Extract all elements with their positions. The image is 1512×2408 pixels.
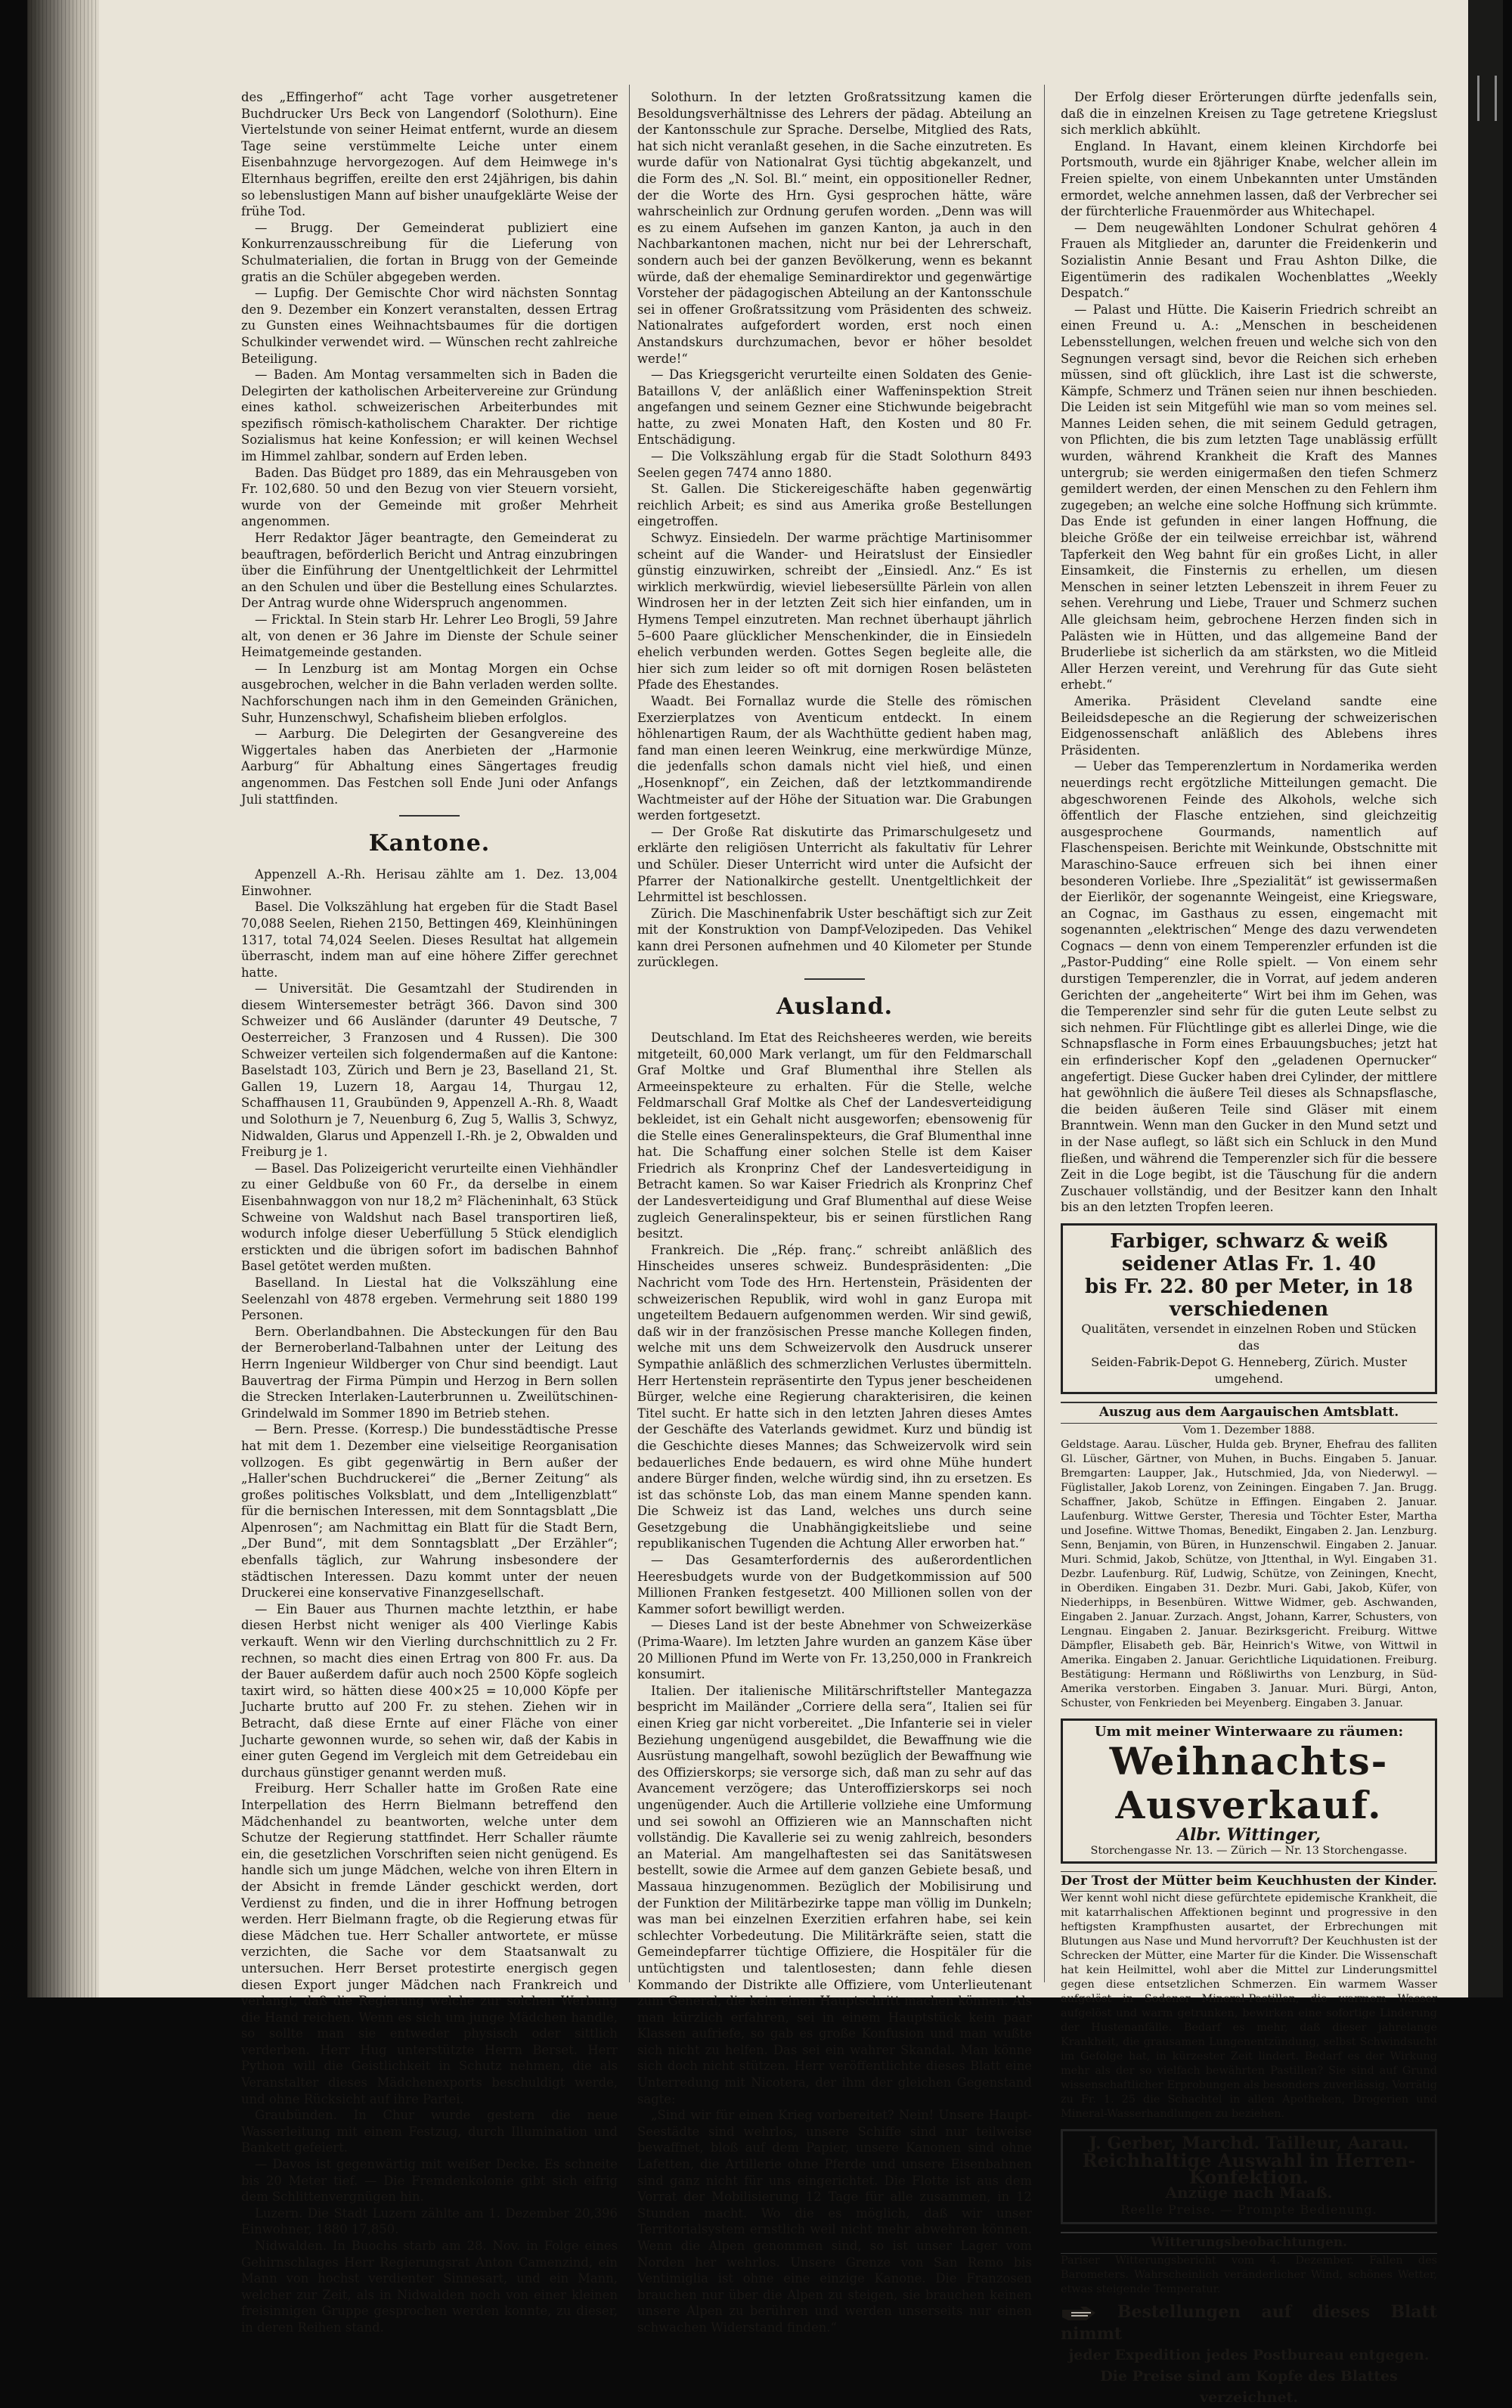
article-text: „Sind wir für einen Krieg vorbereitet? Nein! Unsere Haupt-Seestädte sind wehrlos, unsere Schiffe sind nur teilweise bewaffnet, bloß auf dem Papier, unsere Kanonen sind ohne Lafetten, die Artillerie ohne Pferde und unsere Eisenbahnen sind ganz nicht für uns eingerichtet. Die Flotte ist aus dem Vorrat der Mobilisierung 12 Tage für alle zusammen, in 12 Stunden macht. Wo die es möglich, daß wir unser Territorialsystem ernstlich weil nicht mehr abwehren können. Wenn die Alpen genommen sind, so ist unser Lager vom Norden her wehrlos. Unsere Grenze von San Remo bis Ventimiglia ist ohne eine einzige Kanone. Die Franzosen brauchen nur über die Alpen zu steigen, sie brauchen keinen unsere Alpen zu berühren und werden unserseits nur einen schwachen Widerstand finden.“ [637, 2108, 1032, 2335]
article-text: — Ein Bauer aus Thurnen machte letzthin, er habe diesen Herbst nicht weniger als 400 Vierlinge Kabis verkauft. Wenn wir den Vierling durchschnittlich zu 2 Fr. rechnen, so macht dies einen Ertrag von 800 Fr. aus. Da der Bauer außerdem dafür auch noch 2500 Köpfe sogleich taxirt wird, so hätten diese 400×25 = 10,000 Köpfe per Jucharte brutto auf 200 Fr. zu stehen. Ziehen wir in Betracht, daß diese Ernte auf einer Fläche von einer Jucharte gewonnen wurde, so sehen wir, daß der Kabis in einer guten Gegend im Vergleich mit dem Getreidebau ein durchaus günstiger genannt werden muß. [241, 1601, 618, 1780]
advertisement-weihnachts-ausverkauf [1061, 1718, 1437, 1864]
article-text: des „Effingerhof“ acht Tage vorher ausgetretener Buchdrucker Urs Beck von Langendorf (Solothurn). Eine Viertelstunde von seiner Heimat entfernt, wurde an diesem Tage seine verstümmelte Leiche unter einem Eisenbahnzuge hervorgezogen. Auf dem Heimwege in's Elternhaus begriffen, ereilte den erst 24jährigen, bis dahin so lebenslustigen Mann auf bisher unaufgeklärte Weise der frühe Tod. [241, 90, 618, 219]
ad-line: Seiden-Fabrik-Depot G. Henneberg, Zürich. Muster umgehend. [1091, 1354, 1407, 1386]
article-text: Baden. Das Büdget pro 1889, das ein Mehrausgeben von Fr. 102,680. 50 und den Bezug von vier Steuern vorsieht, wurde von der Gemeinde mit großer Mehrheit angenommen. [241, 465, 618, 529]
advertisement-silk-atlas [1061, 1223, 1437, 1394]
amtsblatt-heading: Auszug aus dem Aargauischen Amtsblatt. [1061, 1402, 1437, 1424]
ad-address: Storchengasse Nr. 13. — Zürich — Nr. 13 Storchengasse. [1090, 1844, 1408, 1857]
ad-title: Weihnachts-Ausverkauf. [1109, 1739, 1389, 1828]
article-text: Deutschland. Im Etat des Reichsheeres werden, wie bereits mitgeteilt, 60,000 Mark verlangt, um für den Feldmarschall Graf Moltke und Graf Blumenthal ihre Stellen als Armeeinspekteure zu erhalten. Für die Stelle, welche Feldmarschall Graf Moltke als Chef der Landesverteidigung bekleidet, ist ein Gehalt nicht ausgeworfen; ebensowenig für die Stelle eines Generalinspekteurs, die Graf Blumenthal inne hat. Die Schaffung einer solchen Stelle ist dem Kaiser Friedrich als Kronprinz Chef der Landesverteidigung in Betracht kamen. So war Kaiser Friedrich als Kronprinz Chef der Landesverteidigung und Graf Blumenthal auf diese Weise zugleich Generalinspekteur, bis er seinen fürstlichen Rang besitzt. [637, 1030, 1032, 1241]
section-divider [399, 815, 460, 817]
article-text: Luzern. Die Stadt Luzern zählte am 1. Dezember 20,396 Einwohner, 1880 17,850. [241, 2205, 618, 2237]
article-text: — Das Kriegsgericht verurteilte einen Soldaten des Genie-Bataillons V, der anläßlich einer Waffeninspektion Streit angefangen und seinem Gezner eine Stichwunde beigebracht hatte, zu zwei Monaten Haft, den Kosten und 80 Fr. Entschädigung. [637, 367, 1032, 448]
article-text: — Brugg. Der Gemeinderat publiziert eine Konkurrenzausschreibung für die Lieferung von Schulmaterialien, die fortan in Brugg von der Gemeinde gratis an die Schüler abgegeben werden. [241, 220, 618, 284]
amtsblatt-text: Geldstage. Aarau. Lüscher, Hulda geb. Bryner, Ehefrau des falliten Gl. Lüscher, Gärtner, von Muhen, in Buchs. Eingaben 5. Januar. Bremgarten: Laupper, Jak., Hutschmied, Jda, von Niederwyl. — Füglistaller, Jakob Lorenz, von Zeiningen. Eingaben 7. Jan. Brugg. Schaffner, Jakob, Schütze in Effingen. Eingaben 2. Januar. Laufenburg. Wittwe Gerster, Theresia und Töchter Ester, Martha und Josefine. Wittwe Thomas, Benedikt, Eingaben 2. Jan. Lenzburg. Senn, Benjamin, von Büren, in Hunzenschwil. Eingaben 2. Januar. Muri. Schmid, Jakob, Schütze, von Jttenthal, in Wyl. Eingaben 31. Dezbr. Laufenburg. Rüf, Ludwig, Schütze, von Zeiningen, Knecht, in Oberdiken. Eingaben 31. Dezbr. Muri. Gabi, Jakob, Küfer, von Niederhipps, in Besenbüren. Wittwe Widmer, geb. Aschwanden, Eingaben 2. Januar. Zurzach. Angst, Johann, Karrer, Schusters, von Lengnau. Eingaben 2. Januar. Bezirksgericht. Freiburg. Wittwe Dämpfler, Elisabeth geb. Bär, Heinrich's Witwe, von Wittwil in Amerika. Eingaben 2. Januar. Gerichtliche Liquidationen. Freiburg. Bestätigung: Hermann und Rößliwirths von Lenzburg, in Süd-Amerika verstorben. Eingaben 3. Januar. Muri. Bürgi, Anton, Schuster, von Fenkrieden bei Meyenberg. Eingaben 3. Januar. [1061, 1438, 1437, 1709]
article-text: Basel. Die Volkszählung hat ergeben für die Stadt Basel 70,088 Seelen, Riehen 2150, Bettingen 469, Kleinhüningen 1317, total 74,024 Seelen. Dieses Resultat hat allgemein überrascht, indem man auf eine höhere Ziffer gerechnet hatte. [241, 900, 618, 980]
article-text: Bern. Oberlandbahnen. Die Absteckungen für den Bau der Berneroberland-Talbahnen unter der Leitung des Herrn Ingenieur Wildberger von Chur sind beendigt. Laut Bauvertrag der Firma Pümpin und Herzog in Bern sollen die Strecken Interlaken-Lauterbrunnen u. Zweilütschinen-Grindelwald im Sommer 1890 im Betrieb stehen. [241, 1324, 618, 1421]
weather-text: Pariser Witterungsbericht vom 4. Dezember. Fallen des Barometers. Wahrscheinlich veränderlicher Wind, schönes Wetter, etwas steigende Temperatur. [1061, 2254, 1437, 2295]
section-divider [804, 978, 865, 980]
article-text: Italien. Der italienische Militärschriftsteller Mantegazza bespricht im Mailänder „Corriere della sera“, Italien sei für einen Krieg gar nicht vorbereitet. „Die Infanterie sei in vieler Beziehung ungenügend ausgebildet, die Bewaffnung wie die Ausrüstung mangelhaft, sowohl bezüglich der Bewaffnung wie des Offizierskorps; sie versorge sich, daß man zu sehr auf das Avancement verzögere; das Unteroffizierskorps sei noch ungenügender. Auch die Artillerie vollziehe eine Umformung und sei sowohl an Offizieren wie an Mannschaften nicht vollständig. Die Kavallerie sei zu wenig zahlreich, besonders an Material. Am mangelhaftesten sei das Sanitätswesen bestellt, sowie die Armee auf dem ganzen Gebiete besaß, und Massaua hinzugenommen. Bezüglich der Mobilisirung und der Funktion der Militärbezirke tappe man völlig im Dunkeln; was man bei einzelnen Exerzitien erfahren habe, sei kein schlechter Vorbedeutung. Die Militärkräfte seien, statt die Gemeindepfarrer tüchtige Offiziere, die Hospitäler für die untüchtigsten und talentlosesten; dann fehle diesen Kommando der Distrikte alle Offiziere, vom Unterlieutenant zum General, die kein einen Hauptschritt machen können. Als man kürzlich erfahren, sei in einem Hauptstück kein paar Klassen aufriefe, so gab es große Konfusion und man wußte sich nicht zu helfen. Das sei ein wahrer Skandal. Man könne sich doch nicht stützen. Herr veröffentlichte dieses Blatt eine Unterredung mit Nicotera, der ihm der gleichen Gegenstand sagte: [637, 1683, 1032, 2106]
keuchhusten-heading: Der Trost der Mütter beim Keuchhusten der Kinder. [1061, 1871, 1437, 1892]
binding-gutter-texture [27, 0, 99, 1997]
ad-line: Um mit meiner Winterwaare zu räumen: [1094, 1723, 1404, 1740]
order-notice [1061, 2301, 1437, 2408]
article-text: — Dieses Land ist der beste Abnehmer von Schweizerkäse (Prima-Waare). Im letzten Jahre wurden an ganzem Käse über 20 Millionen Pfund im Werte von Fr. 13,250,000 in Frankreich konsumirt. [637, 1618, 1032, 1682]
ad-line: Anzüge nach Maaß. [1165, 2183, 1333, 2202]
order-line: Die Preise sind am Kopfe des Blattes verzeichnet. [1100, 2368, 1398, 2406]
article-text: Zürich. Die Maschinenfabrik Uster beschäftigt sich zur Zeit mit der Konstruktion von Dampf-Velozipeden. Das Vehikel kann drei Personen aufnehmen und 40 Kilometer per Stunde zurücklegen. [637, 906, 1032, 970]
article-text: — Der Große Rat diskutirte das Primarschulgesetz und erklärte den religiösen Unterricht als fakultativ für Lehrer und Schüler. Dieser Unterricht wird unter die Aufsicht der Pfarrer der Nationalkirche gestellt. Unentgeltlichkeit der Lehrmittel ist beschlossen. [637, 824, 1032, 905]
article-text: — Ueber das Temperenzlertum in Nordamerika werden neuerdings recht ergötzliche Mitteilungen gemacht. Die abgeschworenen Feinde des Alkohols, welche sich öffentlich der Flasche entziehen, sind gleichzeitig ausgesprochene Gourmands, namentlich auf Flaschenspeisen. Berichte mit Weinkunde, Obstschnitte mit Maraschino-Sauce erfreuen sich bei ihnen einer besonderen Vorliebe. Ihre „Spezialität“ ist gewissermaßen der Eierlikör, der sogenannte Weingeist, eine Kriegsware, an Cognac, im Gasthaus zu essen, eingemacht mit sogenannten „elektrischen“ Menge des dazu verwendeten Cognacs — denn von einem Temperenzler erfunden ist die „Pastor-Pudding“ eine Rolle spielt. — Von einem sehr durstigen Temperenzler, die in Vorrat, auf jedem anderen Gerichten der „angeheiterte“ Wirt bei ihm im Gehen, was die Temperenzler sind sehr für die guten Leute selbst zu sich nehmen. Für Flüchtlinge gibt es allerlei Dinge, wie die Schnapsflasche in Form eines Erbauungsbuches; jetzt hat ein erfinderischer Kopf den „geladenen Opernucker“ angefertigt. Diese Gucker haben drei Cylinder, der mittlere hat gewöhnlich die äußere Teil dieses als Schnapsflasche, die beiden äußeren Teile sind Gläser mit einem Branntwein. Wenn man den Gucker in den Mund setzt und in der Nase auflegt, so läßt sich ein Schluck in den Mund fließen, und während die Temperenzler sich für die bessere Zeit in die Loge begibt, ist die Täuschung für die andern Zuschauer vollständig, und der Besitzer kann den Inhalt bis an den letzten Tropfen leeren. [1061, 759, 1437, 1215]
article-text: — Die Volkszählung ergab für die Stadt Solothurn 8493 Seelen gegen 7474 anno 1880. [637, 449, 1032, 480]
article-text: — Davos ist gegenwärtig mit weißer Decke. Es schneite bis 20 Meter tief. — Die Fremdenkolonie gibt sich eifrig dem Schlittenvergnügen hin. [241, 2157, 618, 2205]
article-text: Graubünden. In Chur wurde gestern die neue Wasserleitung mit einem Festzug, durch Illumination und Bankett gefeiert. [241, 2108, 618, 2155]
article-text: — In Lenzburg ist am Montag Morgen ein Ochse ausgebrochen, welcher in die Bahn verladen werden sollte. Nachforschungen nach ihm in den Gemeinden Gränichen, Suhr, Hunzenschwyl, Schafisheim blieben erfolglos. [241, 661, 618, 725]
column-rule [629, 85, 630, 1982]
article-text: — Baden. Am Montag versammelten sich in Baden die Delegirten der katholischen Arbeitervereine zur Gründung eines kathol. schweizerischen Arbeiterbundes mit spezifisch römisch-katholischem Charakter. Der richtige Sozialismus hat keine Konfession; er will keinen Wechsel im Himmel zahlbar, sondern auf Erden leben. [241, 367, 618, 464]
column-rule [1044, 85, 1045, 1982]
newspaper-page [27, 0, 1503, 2406]
column-1 [241, 89, 618, 2336]
article-text: Baselland. In Liestal hat die Volkszählung eine Seelenzahl von 4878 ergeben. Vermehrung seit 1880 199 Personen. [241, 1275, 618, 1323]
pointing-hand-icon [1061, 2304, 1098, 2323]
ad-merchant: Albr. Wittinger, [1176, 1825, 1321, 1846]
scan-edge-marks [1477, 76, 1497, 121]
article-text: — Palast und Hütte. Die Kaiserin Friedrich schreibt an einen Freund u. A.: „Menschen in bescheidenen Lebensstellungen, welchen freuen und welche sich von den Segnungen versagt sind, bevor die Reichen sich erheben müssen, sind oft glücklich, ihre Last ist die schwerste, Kämpfe, Schmerz und Tränen seien nur ihnen beschieden. Die Leiden ist sein Mitgefühl wie man so vom meines sel. Mannes Leiden sehen, die mit seinem Geduld getragen, von Pflichten, die bis zum letzten Tage unablässig erfüllt wurden, während Krankheit die Kraft des Mannes untergrub; sie werden einigermaßen den tiefen Schmerz gemildert werden, der einen Menschen zu den Fehlern ihm zugegeben; an welche eine solche Hoffnung sich krümmte. Das Ende ist gefunden in einer langen Hoffnung, die bleiche Größe der ein teilweise erreichbar ist, während Tapferkeit den Weg bahnt für ein großes Licht, in aller Einsamkeit, die Finsternis zu erhellen, um diesen Menschen in seiner letzten Lebenszeit in ihrem Feuer zu sehen. Verehrung und Liebe, Trauer und Schmerz suchen Alle gleichsam heim, gebrochene Herzen finden sich in Palästen wie in Hütten, und das allgemeine Band der Bruderliebe ist sicherlich da am stärksten, wo die Mitleid Aller Herzen vereint, und Verehrung für das Gute sieht erhebt.“ [1061, 302, 1437, 693]
ad-line: Qualitäten, versendet in einzelnen Roben und Stücken das [1081, 1321, 1417, 1353]
order-line: Bestellungen auf dieses Blatt nimmt [1061, 2301, 1437, 2344]
section-heading-kantone: Kantone. [368, 830, 491, 857]
article-text: — Bern. Presse. (Korresp.) Die bundesstädtische Presse hat mit dem 1. Dezember eine vielseitige Reorganisation vollzogen. Es gibt gegenwärtig in Bern außer der „Haller'schen Buchdruckerei“ die „Berner Zeitung“ als großes politisches Volksblatt, und dem „Intelligenzblatt“ für die bernischen Interessen, mit dem Sonntagsblatt „Die Alpenrosen“; am Nachmittag ein Blatt für die Stadt Bern, „Der Bund“, mit dem Sonntagsblatt „Der Erzähler“; ebenfalls täglich, zur Wahrung insbesondere der städtischen Interessen. Dazu kommt unter der neuen Druckerei eine konservative Finanzgesellschaft. [241, 1422, 618, 1601]
article-text: Der Erfolg dieser Erörterungen dürfte jedenfalls sein, daß die in einzelnen Kreisen zu Tage getretene Kriegslust sich merklich abkühlt. [1061, 90, 1437, 138]
article-text: Amerika. Präsident Cleveland sandte eine Beileidsdepesche an die Regierung der schweizerischen Eidgenossenschaft anläßlich des Ablebens ihres Präsidenten. [1061, 693, 1437, 758]
article-text: — Fricktal. In Stein starb Hr. Lehrer Leo Brogli, 59 Jahre alt, von denen er 36 Jahre im Dienste der Schule seiner Heimatgemeinde gestanden. [241, 612, 618, 660]
article-text: Frankreich. Die „Rép. franç.“ schreibt anläßlich des Hinscheides unseres schweiz. Bundespräsidenten: „Die Nachricht vom Tode des Hrn. Hertenstein, Präsidenten der schweizerischen Republik, wird wohl in ganz Europa mit ungeteiltem Bedauern aufgenommen werden. Wir sind gewiß, daß wir in der französischen Presse manche Kollegen finden, welche mit uns dem Schweizervolk den Ausdruck unserer Sympathie anläßlich des schmerzlichen Verlustes übermitteln. Herr Hertenstein repräsentirte den Typus jener bescheidenen Bürger, welche eine Regierung charakterisiren, die keinen Titel sucht. Er hatte sich in den letzten Jahren dieses Amtes der Geschäfte des Vaterlands gewidmet. Kurz und bündig ist die Geschichte dieses Mannes; das Schweizervolk wird sein bedauerliches Ende bedauern, es wird ohne Mühe hundert andere Bürger finden, welche würdig sind, ihn zu ersetzen. Es ist das schönste Lob, das man einem Manne spenden kann. Die Schweiz ist das Land, welches uns durch seine Gesetzgebung die Unabhängigkeitsliebe und seine republikanischen Tugenden die Achtung Aller erworben hat.“ [637, 1242, 1032, 1551]
ad-line: Reichhaltige Auswahl in Herren-Konfektion. [1082, 2149, 1416, 2188]
article-text: Waadt. Bei Fornallaz wurde die Stelle des römischen Exerzierplatzes von Aventicum entdeckt. In einem höhlenartigen Raum, der als Wachthütte gedient haben mag, fand man einen leeren Weinkrug, eine merkwürdige Münze, die jedenfalls schon damals nicht viel hieß, und einen „Hosenknopf“, ein Zeichen, daß der letztkommandirende Wachtmeister auf der Höhe der Situation war. Die Grabungen werden fortgesetzt. [637, 693, 1032, 823]
article-text: — Dem neugewählten Londoner Schulrat gehören 4 Frauen als Mitglieder an, darunter die Freidenkerin und Sozialistin Annie Besant und Frau Ashton Dilke, die Eigentümerin des radikalen Wochenblattes „Weekly Despatch.“ [1061, 220, 1437, 301]
article-text: — Universität. Die Gesamtzahl der Studirenden in diesem Wintersemester beträgt 366. Davon sind 300 Schweizer und 66 Ausländer (darunter 49 Deutsche, 7 Oesterreicher, 3 Franzosen und 4 Russen). Die 300 Schweizer verteilen sich folgendermaßen auf die Kantone: Baselstadt 103, Zürich und Bern je 23, Baselland 21, St. Gallen 19, Luzern 18, Aargau 14, Thurgau 12, Schaffhausen 11, Graubünden 9, Appenzell A.-Rh. 8, Waadt und Solothurn je 7, Neuenburg 6, Zug 5, Wallis 3, Schwyz, Nidwalden, Glarus und Appenzell I.-Rh. je 2, Obwalden und Freiburg je 1. [241, 981, 618, 1160]
article-text: Appenzell A.-Rh. Herisau zählte am 1. Dez. 13,004 Einwohner. [241, 867, 618, 898]
article-text: — Lupfig. Der Gemischte Chor wird nächsten Sonntag den 9. Dezember ein Konzert veranstalten, dessen Ertrag zu Gunsten eines Weihnachtsbaumes für die dortigen Schulkinder verwendet wird. — Wünschen recht zahlreiche Beteiligung. [241, 286, 618, 366]
advertisement-gerber-tailor [1061, 2129, 1437, 2224]
article-text: — Aarburg. Die Delegirten der Gesangvereine des Wiggertales haben das Anerbieten der „Harmonie Aarburg“ für Abhaltung eines Sängertages freudig angenommen. Das Festchen soll Ende Juni oder Anfangs Juli stattfinden. [241, 727, 618, 807]
article-text: St. Gallen. Die Stickereigeschäfte haben gegenwärtig reichlich Arbeit; es sind aus Amerika große Bestellungen eingetroffen. [637, 482, 1032, 529]
article-text: England. In Havant, einem kleinen Kirchdorfe bei Portsmouth, wurde ein 8jähriger Knabe, welcher allein im Freien spielte, von einem Unbekannten unter Umständen ermordet, welche annehmen lassen, daß der Verbrecher sei der fürchterliche Frauenmörder aus Whitechapel. [1061, 138, 1437, 219]
ad-line: J. Gerber, Marchd. Tailleur, Aarau. [1089, 2134, 1409, 2154]
ad-line: Reelle Preise. — Prompte Bedienung. [1120, 2202, 1377, 2217]
weather-heading: Witterungsbeobachtungen. [1061, 2232, 1437, 2254]
keuchhusten-text: Wer kennt wohl nicht diese gefürchtete epidemische Krankheit, die mit katarrhalischen Affektionen beginnt und progressive in den heftigsten Krampfhusten ausartet, der Erbrechungen mit Blutungen aus Nase und Mund hervorruft? Der Keuchhusten ist der Schrecken der Mütter, eine Marter für die Kinder. Die Wissenschaft hat kein Heilmittel, wohl aber die Mittel zur Linderungsmittel gegen diese entsetzlichen Schmerzen. Ein warmem Wasser aufgelöst in Sodener Mineral-Pastillen, die warmem Wasser aufgelöst und warm getrunken, bewirken eine sofortige Linderung der Hustenanfälle. Bedarf es mehr, daß dieser jahrelange Krankheit, die grausamen Lungenentzündung, selbst Schwindsucht im Gefolge hat, in kürzester Zeit lindert. Bedarf es der Wirkung mehr als der so vielfach bewährten Pastillen? Sie sind auf Grund wissenschaftlicher Erprobungen als besonders zuverlässig. Vorrätig zu Fr. 1. 25 die Schachtel in allen Apotheken, Drogerien und Mineral-Wasserhandlungen zu beziehen. [1061, 1892, 1437, 2121]
ad-line: Farbiger, schwarz & weiß seidener Atlas Fr. 1. 40 [1110, 1229, 1388, 1275]
article-text: Solothurn. In der letzten Großratssitzung kamen die Besoldungsverhältnisse des Lehrers der pädag. Abteilung an der Kantonsschule zur Sprache. Derselbe, Mitglied des Rats, hat sich nicht veranlaßt gesehen, in die Sache einzutreten. Es wurde dafür von Nationalrat Gysi tüchtig abgekanzelt, und die Form des „N. Sol. Bl.“ meint, ein oppositioneller Redner, der die Worte des Hrn. Gysi gesprochen hätte, wäre wahrscheinlich zur Ordnung gerufen worden. „Denn was will es zu einem Aufsehen im ganzen Kanton, ja auch in den Nachbarkantonen machen, nicht nur bei der Lehrerschaft, sondern auch bei der ganzen Bevölkerung, wenn es bekannt würde, daß der ehemalige Seminardirektor und gegenwärtige Vorsteher der pädagogischen Abteilung an der Kantonsschule sei in offener Großratssitzung vom Präsidenten des schweiz. Nationalrates aufgefordert worden, erst noch einen Anstandskurs durchzumachen, bevor er höher besoldet werde!“ [637, 90, 1032, 366]
column-3 [1061, 89, 1437, 2408]
column-2 [637, 89, 1032, 2336]
article-text: Nidwalden. In Buochs starb am 28. Nov. in Folge eines Gehirnschlages Herr Regierungsrat Anton Camenzind, ein Mann von hochst verdienter Sinnesart, und ein Mann, welcher zur Zeit, als in Nidwalden noch von einer kleinen freisinnigen Gruppe gesprochen werden konnte, zu dieser, in deren Reihen stand. [241, 2239, 618, 2335]
order-line: jeder Expedition jedes Postbureau entgegen. [1068, 2347, 1430, 2364]
article-text: — Basel. Das Polizeigericht verurteilte einen Viehhändler zu einer Geldbuße von 60 Fr., da derselbe in einem Eisenbahnwaggon von nur 18,2 m² Flächeninhalt, 63 Stück Schweine von Waldshut nach Basel transportiren ließ, wodurch infolge dieser Ueberfüllung 5 Stück elendiglich erstickten und die übrigen sofort im badischen Bahnhof Basel getötet werden mußten. [241, 1161, 618, 1274]
article-text: Schwyz. Einsiedeln. Der warme prächtige Martinisommer scheint auf die Wander- und Heiratslust der Einsiedler günstig einzuwirken, schreibt der „Einsiedl. Anz.“ Es ist wirklich merkwürdig, wieviel liebesersüllte Pärlein von allen Windrosen her in der letzten Zeit sich hier einfanden, um in Hymens Tempel einzutreten. Man rechnet überhaupt jährlich 5–600 Paare glücklicher Menschenkinder, die in Einsiedeln ehelich verbunden werden. Gottes Segen begleite alle, die hier sich zum leider so oft mit dornigen Rosen belästeten Pfade des Ehestandes. [637, 531, 1032, 693]
ad-line: bis Fr. 22. 80 per Meter, in 18 verschiedenen [1085, 1275, 1413, 1321]
section-heading-ausland: Ausland. [776, 993, 894, 1021]
article-text: Herr Redaktor Jäger beantragte, den Gemeinderat zu beauftragen, beförderlich Bericht und Antrag einzubringen über die Einführung der Unentgeltlichkeit der Lehrmittel an den Schulen und über die Bestellung eines Schularztes. Der Antrag wurde ohne Widerspruch angenommen. [241, 531, 618, 611]
scan-edge [1468, 0, 1503, 1997]
amtsblatt-date: Vom 1. Dezember 1888. [1182, 1424, 1315, 1436]
article-text: — Das Gesamterfordernis des außerordentlichen Heeresbudgets wurde von der Budgetkommission auf 500 Millionen Franken festgesetzt. 400 Millionen sollen von der Kammer sofort bewilligt werden. [637, 1553, 1032, 1616]
article-text: Freiburg. Herr Schaller hatte im Großen Rate eine Interpellation des Herrn Bielmann betreffend den Mädchenhandel zu beantworten, welche unter dem Schutze der Regierung stattfindet. Herr Schaller räumte ein, die gesetzlichen Vorschriften seien nicht genügend. Es handle sich um junge Mädchen, welche von ihren Eltern in der Absicht in fremde Länder geschickt werden, dort Verdienst zu finden, und die in ihrer Hoffnung betrogen werden. Herr Bielmann fragte, ob die Regierung etwas für diese Mädchen tue. Herr Schaller antwortete, er müsse verzichten, die Sache vor dem Staatsanwalt zu untersuchen. Herr Berset protestirte energisch gegen diesen Export junger Mädchen nach Frankreich und verlangt, daß die Regierung welche zur solchen Werbung die Hand reichen. Wenn es sich um junge Mädchen handle, so sollte man sie entweder physisch oder sittlich verderben. Herr Hug unterstützte Herrn Berset. Herr Python will die Geistlichkeit in Schutz nehmen, die als Veranstalter dieses Mädchenexports beschuldigt werde, und ohne Rücksicht auf ihre Partei. [241, 1781, 618, 2106]
